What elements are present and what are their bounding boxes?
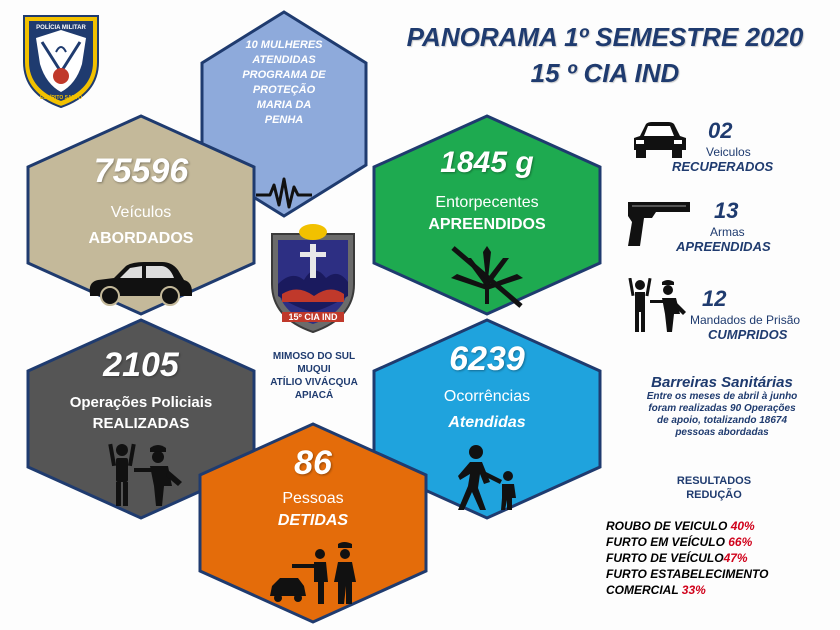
cannabis-icon	[447, 244, 527, 310]
adult-child-icon	[450, 444, 526, 512]
ocorrencias-number: 6239	[449, 340, 525, 378]
resultados-title-line2: REDUÇÃO	[686, 489, 742, 501]
veiculos-number: 75596	[93, 152, 189, 190]
stat-sub: Mandados de Prisão	[690, 313, 801, 327]
veiculos-label-bold: ABORDADOS	[88, 230, 194, 247]
logo-top-text: POLÍCIA MILITAR	[36, 25, 86, 31]
pessoas-label: Pessoas	[282, 490, 344, 507]
emblem-text: 15º CIA IND	[282, 312, 344, 322]
barreiras-line: foram realizadas 90 Operações	[648, 403, 796, 414]
stat-bold: CUMPRIDOS	[708, 327, 788, 342]
stat-row-vehicles	[630, 118, 830, 178]
stat-row-weapons	[626, 196, 830, 256]
entorpecentes-label-bold: APREENDIDOS	[428, 216, 546, 233]
heartbeat-icon	[254, 173, 314, 213]
traffic-police-icon	[268, 542, 364, 606]
stat-bold: APREENDIDAS	[676, 239, 771, 254]
resultado-pct: 33%	[681, 583, 706, 597]
resultado-pct: 40%	[730, 519, 755, 533]
resultado-label: COMERCIAL	[606, 583, 682, 597]
city-item: MIMOSO DO SUL	[272, 351, 356, 362]
city-item: ATÍLIO VIVÁCQUA	[270, 377, 358, 388]
resultado-item	[606, 534, 832, 550]
logo-bottom-text: ESPÍRITO SANTO	[39, 95, 83, 101]
resultado-item	[606, 550, 832, 566]
resultado-label: FURTO ESTABELECIMENTO	[606, 567, 769, 581]
operacoes-label: Operações Policiais	[69, 394, 213, 411]
stat-bold: RECUPERADOS	[672, 159, 774, 174]
entorpecentes-label: Entorpecentes	[435, 194, 539, 211]
car-icon	[630, 120, 688, 160]
center-emblem	[268, 222, 358, 334]
stat-number: 02	[708, 118, 733, 143]
stat-number: 13	[714, 198, 739, 223]
stat-row-warrants	[624, 278, 830, 344]
barreiras-line: pessoas abordadas	[675, 427, 769, 438]
maria-penha-text: 10 MULHERES ATENDIDAS PROGRAMA DE PROTEÇÃO MARIA DA PENHA	[242, 39, 326, 126]
pessoas-number: 86	[294, 444, 332, 482]
resultado-pct: 47%	[723, 551, 748, 565]
car-icon	[84, 258, 196, 308]
resultado-label: ROUBO DE VEICULO	[606, 519, 731, 533]
arrest-icon	[624, 278, 688, 332]
resultados-title	[654, 474, 774, 502]
hex-entorpecentes	[370, 112, 604, 318]
page-title-line1: PANORAMA 1º SEMESTRE 2020	[406, 22, 804, 52]
resultado-item	[606, 582, 832, 598]
resultados-list	[606, 518, 832, 598]
resultado-pct: 66%	[728, 535, 753, 549]
pessoas-label-bold: DETIDAS	[277, 512, 349, 529]
city-item: MUQUI	[297, 364, 331, 375]
resultado-item	[606, 566, 832, 582]
ocorrencias-label-bold: Atendidas	[448, 414, 526, 431]
resultado-label: FURTO EM VEÍCULO	[606, 535, 729, 549]
city-item: APIACÁ	[294, 390, 334, 401]
resultados-title-line1: RESULTADOS	[676, 475, 752, 487]
ocorrencias-label: Ocorrências	[443, 388, 531, 405]
stat-sub: Armas	[710, 225, 745, 239]
barreiras-block	[612, 374, 832, 439]
hex-veiculos	[24, 112, 258, 318]
veiculos-label: Veículos	[110, 204, 172, 221]
police-logo	[20, 12, 102, 110]
arrest-icon	[102, 442, 186, 508]
resultado-label: FURTO DE VEÍCULO	[606, 551, 724, 565]
hex-pessoas	[196, 420, 430, 626]
entorpecentes-number: 1845 g	[440, 146, 534, 179]
operacoes-number: 2105	[103, 346, 179, 384]
operacoes-label-bold: REALIZADAS	[92, 415, 190, 432]
stat-sub: Veiculos	[706, 145, 751, 159]
barreiras-line: de apoio, totalizando 18674	[656, 415, 788, 426]
barreiras-title: Barreiras Sanitárias	[651, 374, 793, 391]
barreiras-line: Entre os meses de abril à junho	[646, 391, 798, 402]
resultado-item	[606, 518, 832, 534]
page-title-line2: 15 º CIA IND	[530, 58, 680, 88]
stat-number: 12	[702, 286, 727, 311]
